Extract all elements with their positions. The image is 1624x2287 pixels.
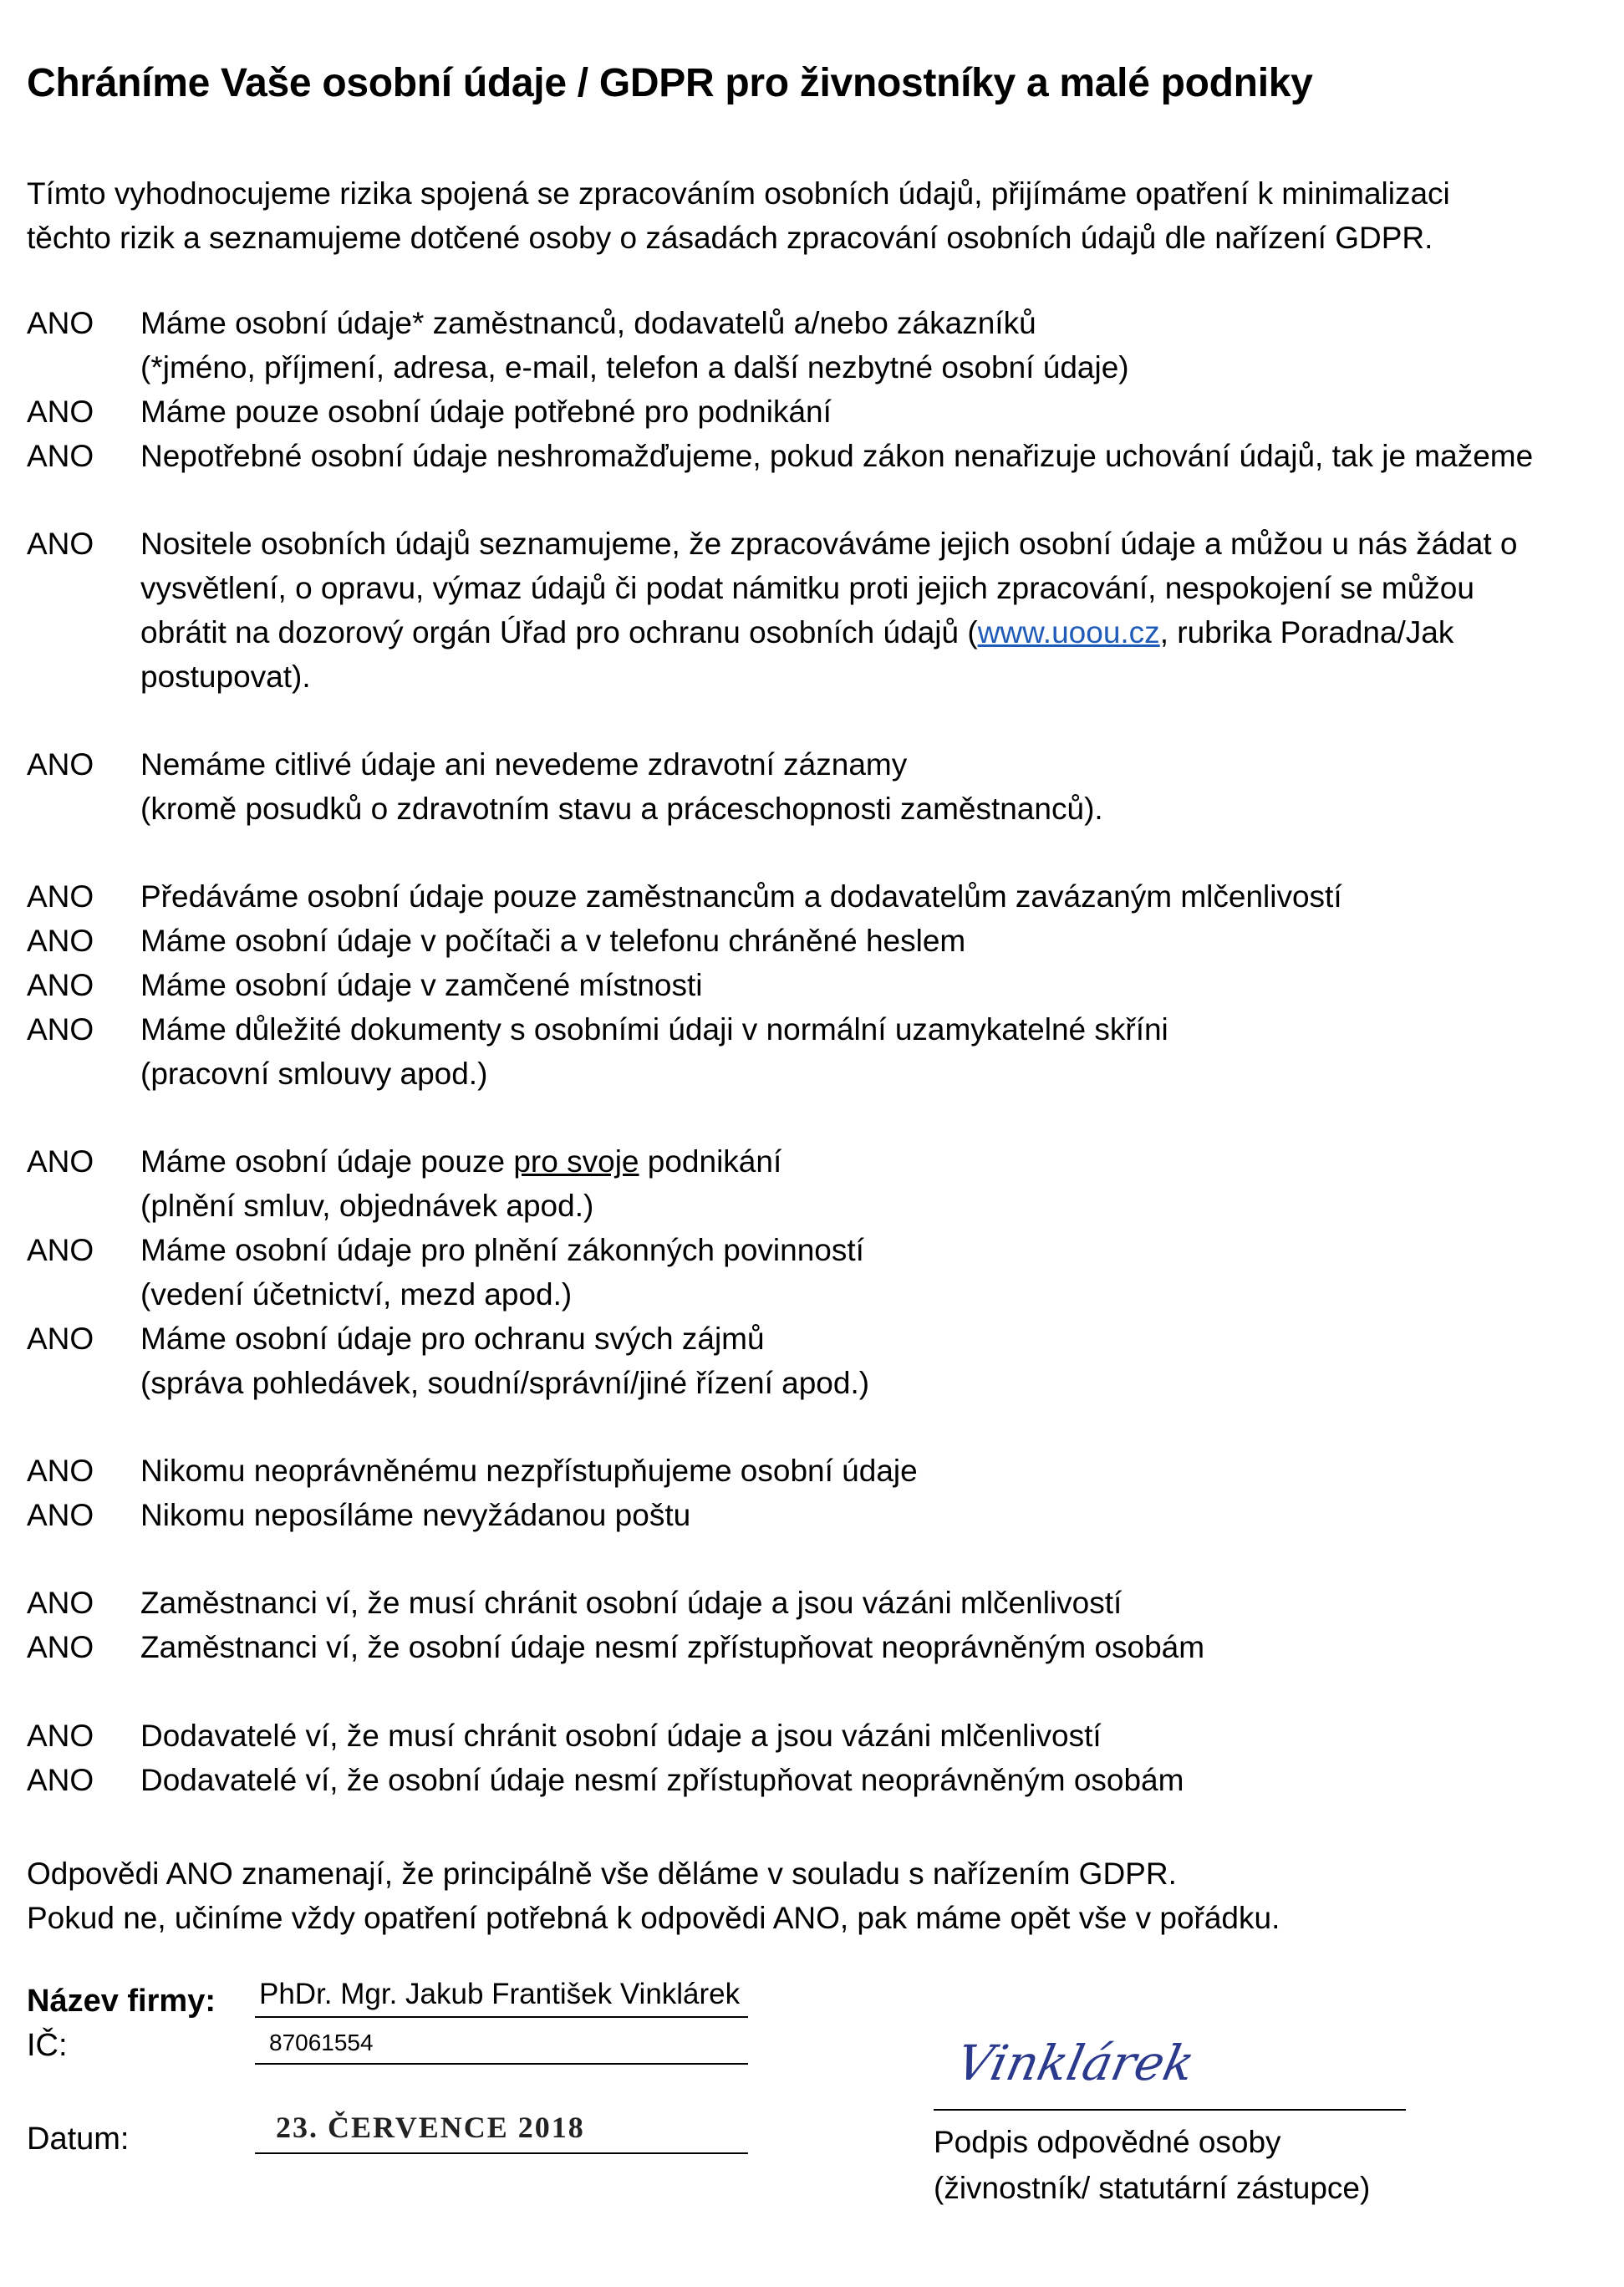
date-label: Datum: (27, 2121, 130, 2157)
signature-caption (934, 2119, 1370, 2211)
answer-label: ANO (27, 1144, 94, 1179)
answer-label: ANO (27, 1719, 94, 1753)
company-value: PhDr. Mgr. Jakub František Vinklárek (259, 1978, 741, 2010)
checklist-item (140, 1139, 781, 1228)
item-text: Máme důležité dokumenty s osobními údaji v normální uzamykatelné skříni (140, 1012, 1168, 1047)
document-title: Chráníme Vaše osobní údaje / GDPR pro živnostníky a malé podniky (27, 61, 1313, 105)
item-text: Nikomu neposíláme nevyžádanou poštu (140, 1498, 691, 1532)
item-note: (pracovní smlouvy apod.) (140, 1057, 488, 1091)
item-note: (*jméno, příjmení, adresa, e-mail, telefon a další nezbytné osobní údaje) (140, 350, 1129, 385)
conclusion-paragraph (27, 1852, 1280, 1940)
item-text: Nepotřebné osobní údaje neshromažďujeme, pokud zákon nenařizuje uchování údajů, tak je mažeme (140, 439, 1534, 473)
item-text: Nositele osobních údajů seznamujeme, že zpracováváme jejich osobní údaje a můžou u nás žádat o (140, 527, 1518, 561)
intro-line: těchto rizik a seznamujeme dotčené osoby o zásadách zpracování osobních údajů dle nařízení GDPR. (27, 221, 1433, 255)
item-text: Máme osobní údaje v zamčené místnosti (140, 968, 703, 1002)
signature-caption-line: (živnostník/ statutární zástupce) (934, 2171, 1371, 2205)
checklist-item (140, 1758, 1184, 1802)
item-text: Dodavatelé ví, že musí chránit osobní údaje a jsou vázáni mlčenlivostí (140, 1719, 1102, 1753)
signature-line (934, 2109, 1406, 2111)
date-stamp: 23. ČERVENCE 2018 (276, 2111, 585, 2144)
ic-value: 87061554 (269, 2030, 374, 2055)
intro-line: Tímto vyhodnocujeme rizika spojená se zpracováním osobních údajů, přijímáme opatření k minimalizaci (27, 176, 1450, 211)
checklist-item (140, 1625, 1204, 1669)
item-note: (plnění smluv, objednávek apod.) (140, 1189, 594, 1223)
checklist-item (140, 874, 1342, 919)
intro-paragraph (27, 171, 1450, 260)
item-text: Zaměstnanci ví, že osobní údaje nesmí zpřístupňovat neoprávněným osobám (140, 1630, 1205, 1664)
handwritten-signature (951, 2014, 1199, 2106)
item-text: vysvětlení, o opravu, výmaz údajů či podat námitku proti jejich zpracování, nespokojení se můžou (140, 571, 1474, 605)
signature-lettering: Vinklárek (951, 2035, 1199, 2091)
item-text: Máme osobní údaje* zaměstnanců, dodavatelů a/nebo zákazníků (140, 306, 1036, 340)
item-text: Předáváme osobní údaje pouze zaměstnancům a dodavatelům zavázaným mlčenlivostí (140, 879, 1342, 914)
answer-label: ANO (27, 1454, 94, 1488)
item-text: Máme osobní údaje v počítači a v telefonu chráněné heslem (140, 924, 966, 958)
checklist-item (140, 1493, 690, 1537)
checklist-item (140, 522, 1517, 699)
checklist-item (140, 1449, 918, 1493)
ic-label: IČ: (27, 2028, 68, 2063)
item-text: postupovat). (140, 660, 311, 694)
item-text: obrátit na dozorový orgán Úřad pro ochranu osobních údajů (www.uoou.cz, rubrika Poradna/Jak (140, 615, 1454, 649)
item-note: (kromě posudků o zdravotním stavu a práceschopnosti zaměstnanců). (140, 792, 1103, 826)
answer-label: ANO (27, 1630, 94, 1664)
item-text: Máme osobní údaje pro ochranu svých zájmů (140, 1322, 765, 1356)
item-text: Máme pouze osobní údaje potřebné pro podnikání (140, 395, 832, 429)
conclusion-line: Odpovědi ANO znamenají, že principálně vše děláme v souladu s nařízením GDPR. (27, 1857, 1177, 1891)
checklist-item (140, 390, 832, 434)
answer-label: ANO (27, 879, 94, 914)
checklist-item (140, 1714, 1102, 1758)
answer-label: ANO (27, 1012, 94, 1047)
answer-label: ANO (27, 747, 94, 782)
item-text: Máme osobní údaje pro plnění zákonných povinností (140, 1233, 864, 1267)
checklist-item (140, 919, 965, 963)
checklist-item (140, 301, 1129, 390)
answer-label: ANO (27, 1586, 94, 1620)
item-text: Nemáme citlivé údaje ani nevedeme zdravotní záznamy (140, 747, 908, 782)
answer-label: ANO (27, 1498, 94, 1532)
checklist-item (140, 963, 703, 1007)
checklist-item (140, 742, 1103, 831)
checklist-item (140, 1317, 869, 1405)
answer-label: ANO (27, 306, 94, 340)
signature-caption-line: Podpis odpovědné osoby (934, 2125, 1281, 2159)
answer-label: ANO (27, 439, 94, 473)
answer-label: ANO (27, 968, 94, 1002)
item-text: Máme osobní údaje pouze pro svoje podnikání (140, 1144, 782, 1179)
checklist-item (140, 1007, 1168, 1096)
answer-label: ANO (27, 527, 94, 561)
date-underline (255, 2152, 748, 2154)
answer-label: ANO (27, 395, 94, 429)
company-label: Název firmy: (27, 1984, 216, 2019)
company-underline (255, 2016, 748, 2018)
checklist-item (140, 1228, 864, 1317)
item-text: Zaměstnanci ví, že musí chránit osobní údaje a jsou vázáni mlčenlivostí (140, 1586, 1123, 1620)
answer-label: ANO (27, 1763, 94, 1797)
item-note: (správa pohledávek, soudní/správní/jiné řízení apod.) (140, 1366, 870, 1400)
item-text: Dodavatelé ví, že osobní údaje nesmí zpřístupňovat neoprávněným osobám (140, 1763, 1184, 1797)
conclusion-line: Pokud ne, učiníme vždy opatření potřebná k odpovědi ANO, pak máme opět vše v pořádku. (27, 1901, 1280, 1935)
checklist-item (140, 1581, 1122, 1625)
answer-label: ANO (27, 1233, 94, 1267)
answer-label: ANO (27, 924, 94, 958)
uoou-link[interactable]: www.uoou.cz (977, 615, 1160, 649)
item-note: (vedení účetnictví, mezd apod.) (140, 1277, 573, 1312)
ic-underline (255, 2063, 748, 2065)
checklist-item (140, 434, 1533, 478)
answer-label: ANO (27, 1322, 94, 1356)
item-text: Nikomu neoprávněnému nezpřístupňujeme osobní údaje (140, 1454, 918, 1488)
